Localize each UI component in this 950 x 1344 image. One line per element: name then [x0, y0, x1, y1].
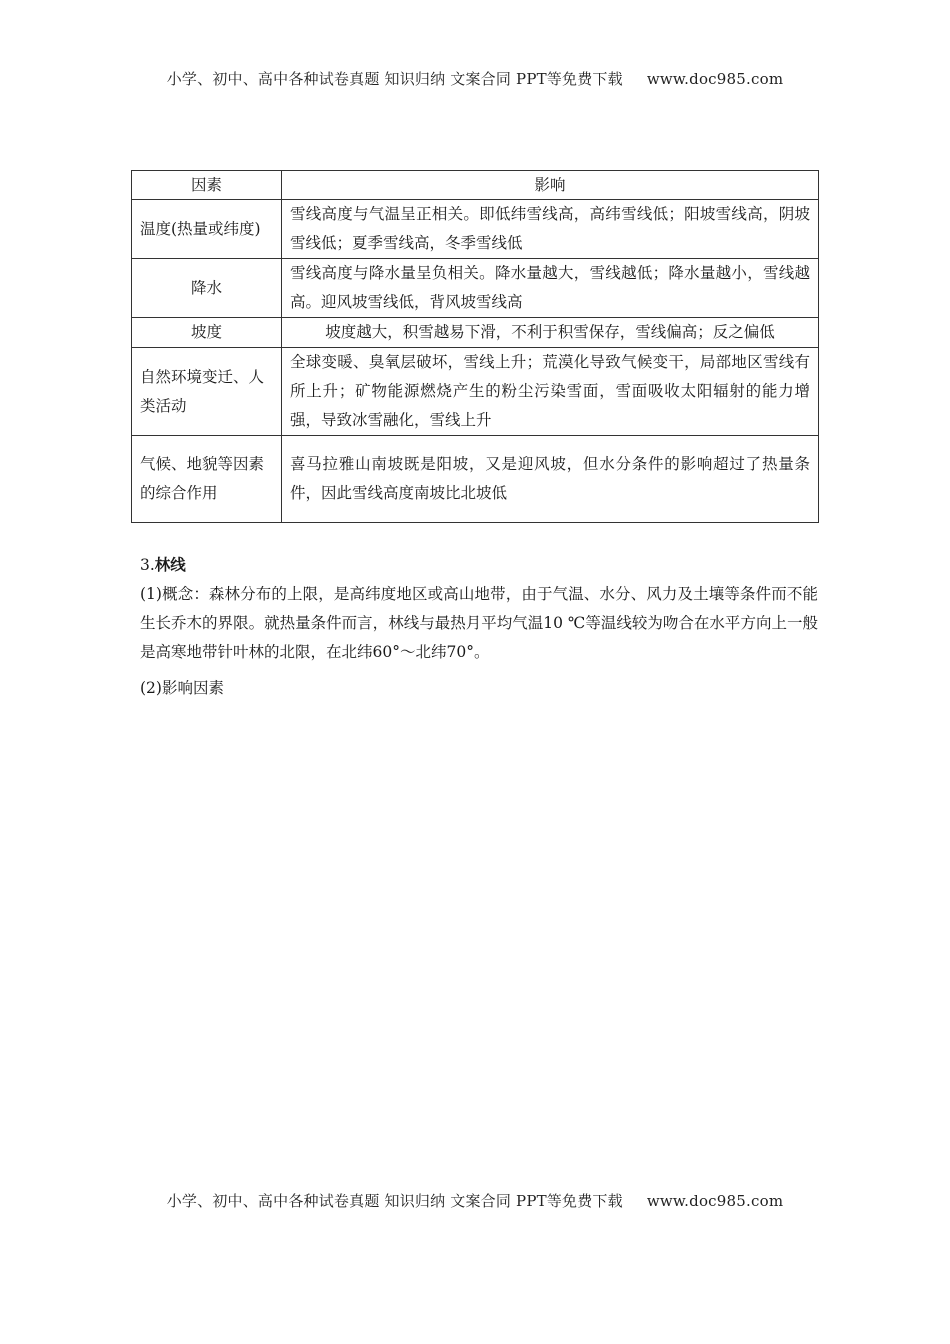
section-title: 林线 [154, 555, 186, 574]
page-footer [0, 1190, 950, 1211]
table-cell-factor: 降水 [132, 259, 282, 318]
table-cell-effect: 雪线高度与降水量呈负相关。降水量越大，雪线越低；降水量越小，雪线越高。迎风坡雪线低，背风坡雪线高 [282, 259, 819, 318]
concept-paragraph: (1)概念：森林分布的上限，是高纬度地区或高山地带，由于气温、水分、风力及土壤等条件而不能生长乔木的界限。就热量条件而言，林线与最热月平均气温10 ℃等温线较为吻合在水平方向上一般是高寒地带针叶林的北限，在北纬60°～北纬70°。 [140, 585, 818, 661]
footer-text: 小学、初中、高中各种试卷真题 知识归纳 文案合同 PPT等免费下载 [166, 1192, 623, 1210]
table-row [132, 348, 819, 436]
footer-url[interactable]: www.doc985.com [646, 1192, 784, 1210]
table-row [132, 200, 819, 259]
factors-subheading: (2)影响因素 [140, 679, 224, 697]
table-header-effect: 影响 [282, 171, 819, 200]
section-heading [140, 553, 186, 575]
table-header-row [132, 171, 819, 200]
table-cell-effect: 喜马拉雅山南坡既是阳坡，又是迎风坡，但水分条件的影响超过了热量条件，因此雪线高度南坡比北坡低 [282, 436, 819, 523]
header-text: 小学、初中、高中各种试卷真题 知识归纳 文案合同 PPT等免费下载 [166, 70, 623, 88]
table-row [132, 436, 819, 523]
section-number: 3. [140, 556, 155, 574]
table-cell-factor: 气候、地貌等因素的综合作用 [132, 436, 282, 523]
table-cell-effect: 全球变暖、臭氧层破坏，雪线上升；荒漠化导致气候变干，局部地区雪线有所上升；矿物能源燃烧产生的粉尘污染雪面，雪面吸收太阳辐射的能力增强，导致冰雪融化，雪线上升 [282, 348, 819, 436]
table-cell-effect: 坡度越大，积雪越易下滑，不利于积雪保存，雪线偏高；反之偏低 [282, 318, 819, 348]
table-row [132, 318, 819, 348]
table-header-factor: 因素 [132, 171, 282, 200]
header-url[interactable]: www.doc985.com [646, 70, 784, 88]
table-cell-factor: 温度(热量或纬度) [132, 200, 282, 259]
page-header [0, 68, 950, 89]
table-cell-factor: 坡度 [132, 318, 282, 348]
table-cell-factor: 自然环境变迁、人类活动 [132, 348, 282, 436]
table-row [132, 259, 819, 318]
snowline-factors-table [131, 170, 819, 523]
table-cell-effect: 雪线高度与气温呈正相关。即低纬雪线高，高纬雪线低；阳坡雪线高，阴坡雪线低；夏季雪线高，冬季雪线低 [282, 200, 819, 259]
